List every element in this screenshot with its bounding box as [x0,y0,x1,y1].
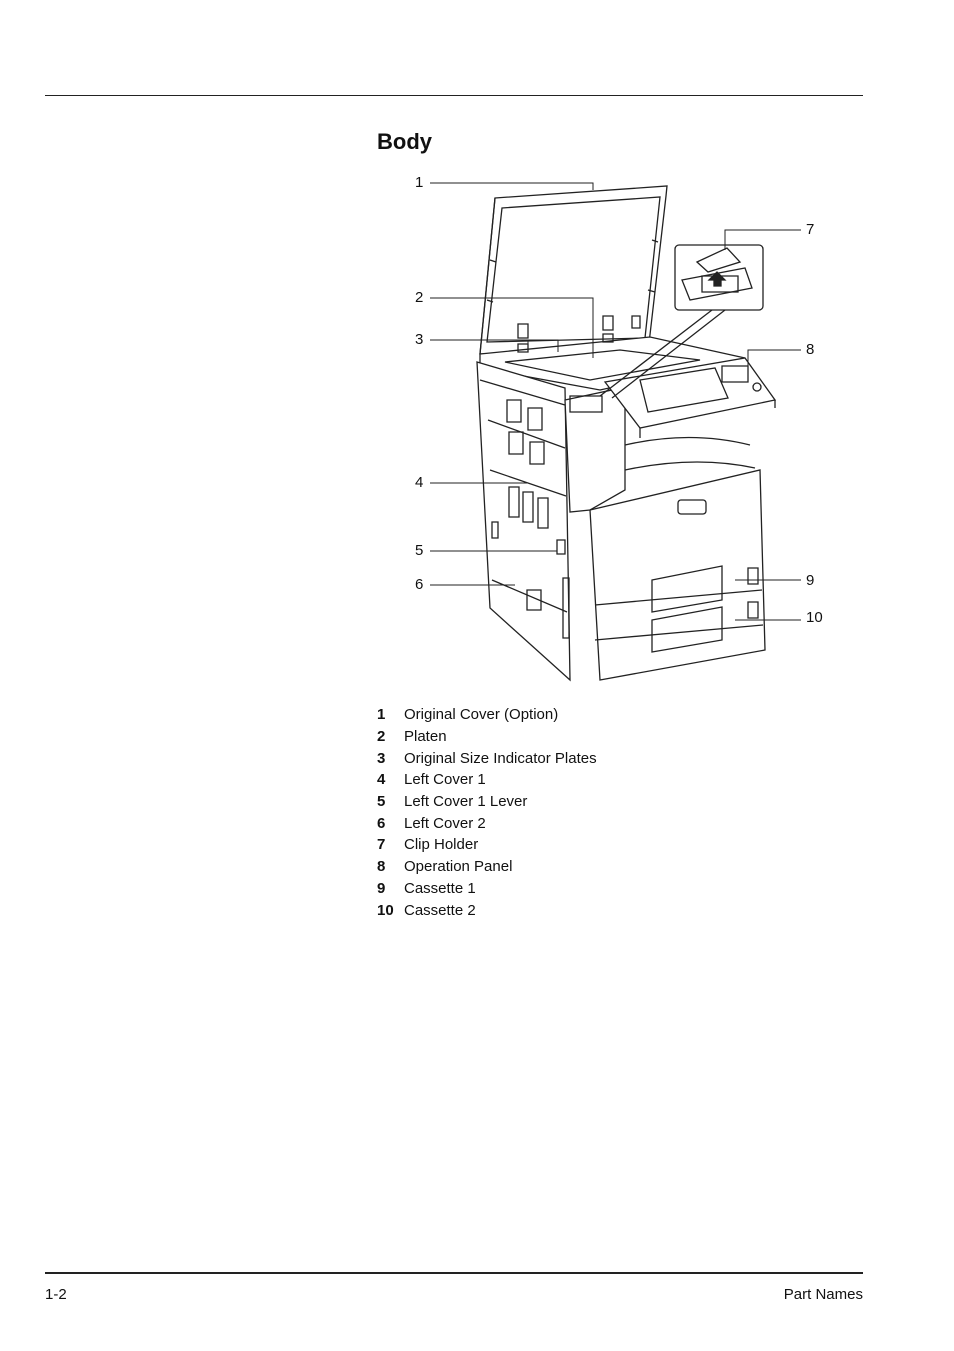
legend-item [377,704,597,726]
body-left-side-drawing [477,362,570,680]
section-name: Part Names [783,1286,863,1303]
callout-4: 4 [415,474,424,491]
legend-label: Original Size Indicator Plates [404,749,597,767]
callout-10: 10 [806,609,823,626]
legend-label: Left Cover 1 [404,771,486,789]
legend-label: Cassette 1 [404,879,476,897]
legend-number: 5 [377,793,386,811]
legend-item [377,747,597,769]
legend-number: 7 [377,836,386,854]
legend-item [377,726,597,748]
header-rule [45,95,863,96]
legend-label: Left Cover 2 [404,814,486,832]
legend-number: 9 [377,879,386,897]
original-cover-drawing [480,186,667,354]
legend-item [377,812,597,834]
footer-rule [45,1272,863,1274]
page-number: 1-2 [45,1286,67,1303]
legend-label: Clip Holder [404,836,479,854]
legend-item [377,878,597,900]
legend-item [377,856,597,878]
section-heading: Body [377,129,432,154]
legend-label: Operation Panel [404,858,513,876]
parts-legend [377,704,597,921]
callout-8: 8 [806,341,815,358]
legend-number: 3 [377,749,386,767]
legend-item [377,899,597,921]
callout-5: 5 [415,542,424,559]
legend-number: 2 [377,728,386,746]
legend-item [377,834,597,856]
callout-2: 2 [415,289,424,306]
callout-6: 6 [415,576,424,593]
legend-number: 6 [377,814,386,832]
legend-label: Original Cover (Option) [404,706,559,724]
legend-item [377,769,597,791]
callout-1: 1 [415,174,424,191]
legend-item [377,791,597,813]
legend-label: Cassette 2 [404,901,476,919]
callout-9: 9 [806,572,815,589]
legend-label: Platen [404,728,447,746]
copier-illustration [400,170,840,690]
legend-label: Left Cover 1 Lever [404,793,528,811]
callout-7: 7 [806,221,815,238]
legend-number: 1 [377,706,386,724]
legend-number: 8 [377,858,386,876]
legend-number: 4 [377,771,386,789]
legend-number: 10 [377,901,394,919]
callout-3: 3 [415,331,424,348]
